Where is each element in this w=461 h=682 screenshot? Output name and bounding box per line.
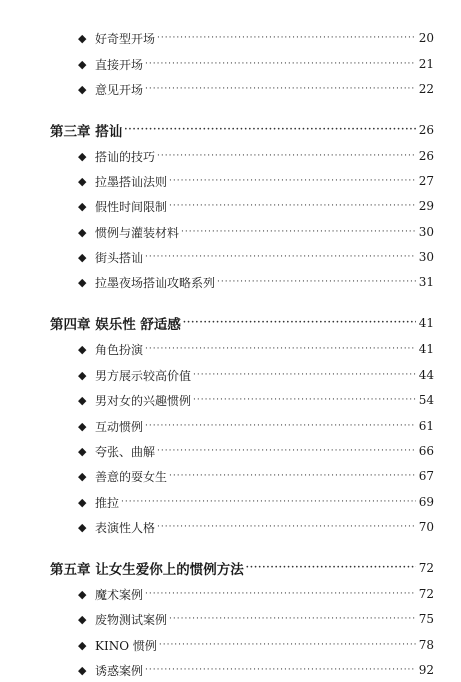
page-number: 78 bbox=[418, 638, 434, 652]
entry-title: 意见开场 bbox=[95, 82, 144, 97]
entry-title: 角色扮演 bbox=[95, 342, 144, 357]
toc-entry-row bbox=[78, 493, 434, 511]
diamond-bullet-icon: ◆ bbox=[78, 419, 87, 433]
toc-entry-row bbox=[78, 366, 434, 384]
diamond-bullet-icon: ◆ bbox=[78, 612, 87, 626]
page-number: 22 bbox=[418, 82, 434, 96]
toc-entry-row bbox=[78, 55, 434, 73]
page-number: 26 bbox=[418, 123, 434, 137]
chapter-title: 第五章 让女生爱你上的惯例方法 bbox=[50, 562, 244, 577]
page-number: 44 bbox=[418, 368, 434, 382]
toc-chapter-row bbox=[50, 559, 434, 577]
page-number: 27 bbox=[418, 174, 434, 188]
dot-leader bbox=[193, 370, 416, 380]
toc-entry-row bbox=[78, 172, 434, 190]
page-number: 67 bbox=[418, 469, 434, 483]
toc-entry-row bbox=[78, 80, 434, 98]
diamond-bullet-icon: ◆ bbox=[78, 174, 87, 188]
diamond-bullet-icon: ◆ bbox=[78, 149, 87, 163]
page-number: 21 bbox=[418, 57, 434, 71]
dot-leader bbox=[157, 33, 416, 43]
diamond-bullet-icon: ◆ bbox=[78, 393, 87, 407]
page-number: 54 bbox=[418, 393, 434, 407]
dot-leader bbox=[157, 522, 416, 532]
page-number: 72 bbox=[418, 587, 434, 601]
toc-entry-row bbox=[78, 391, 434, 409]
entry-title: 拉墨夜场搭讪攻略系列 bbox=[95, 275, 216, 290]
dot-leader bbox=[169, 471, 416, 481]
entry-title: KINO 惯例 bbox=[95, 638, 157, 653]
page-number: 61 bbox=[418, 419, 434, 433]
toc-entry-row bbox=[78, 223, 434, 241]
toc-entry-row bbox=[78, 340, 434, 358]
diamond-bullet-icon: ◆ bbox=[78, 57, 87, 71]
chapter-title: 第三章 搭讪 bbox=[50, 124, 123, 139]
diamond-bullet-icon: ◆ bbox=[78, 275, 87, 289]
toc-entry-row bbox=[78, 273, 434, 291]
toc-entry-row bbox=[78, 467, 434, 485]
dot-leader bbox=[121, 497, 416, 507]
dot-leader bbox=[183, 318, 416, 328]
diamond-bullet-icon: ◆ bbox=[78, 368, 87, 382]
entry-title: 互动惯例 bbox=[95, 419, 144, 434]
dot-leader bbox=[159, 640, 416, 650]
toc-entry-row bbox=[78, 197, 434, 215]
dot-leader bbox=[145, 589, 416, 599]
dot-leader bbox=[145, 421, 416, 431]
chapter-title: 第四章 娱乐性 舒适感 bbox=[50, 317, 181, 332]
toc-chapter-row bbox=[50, 121, 434, 139]
diamond-bullet-icon: ◆ bbox=[78, 495, 87, 509]
dot-leader bbox=[157, 151, 416, 161]
diamond-bullet-icon: ◆ bbox=[78, 638, 87, 652]
entry-title: 男方展示较高价值 bbox=[95, 368, 192, 383]
page-number: 75 bbox=[418, 612, 434, 626]
entry-title: 善意的耍女生 bbox=[95, 469, 168, 484]
entry-title: 拉墨搭讪法则 bbox=[95, 174, 168, 189]
page-number: 70 bbox=[418, 520, 434, 534]
page-number: 69 bbox=[418, 495, 434, 509]
diamond-bullet-icon: ◆ bbox=[78, 82, 87, 96]
dot-leader bbox=[124, 125, 416, 135]
entry-title: 男对女的兴趣惯例 bbox=[95, 393, 192, 408]
dot-leader bbox=[193, 395, 416, 405]
dot-leader bbox=[169, 176, 416, 186]
diamond-bullet-icon: ◆ bbox=[78, 444, 87, 458]
toc-entry-row bbox=[78, 29, 434, 47]
entry-title: 推拉 bbox=[95, 495, 120, 510]
diamond-bullet-icon: ◆ bbox=[78, 342, 87, 356]
diamond-bullet-icon: ◆ bbox=[78, 225, 87, 239]
entry-title: 废物测试案例 bbox=[95, 612, 168, 627]
page-number: 66 bbox=[418, 444, 434, 458]
diamond-bullet-icon: ◆ bbox=[78, 520, 87, 534]
dot-leader bbox=[145, 344, 416, 354]
dot-leader bbox=[169, 201, 416, 211]
page-number: 31 bbox=[418, 275, 434, 289]
page-number: 20 bbox=[418, 31, 434, 45]
diamond-bullet-icon: ◆ bbox=[78, 663, 87, 677]
entry-title: 惯例与灌装材料 bbox=[95, 225, 180, 240]
page-number: 29 bbox=[418, 199, 434, 213]
page-number: 26 bbox=[418, 149, 434, 163]
toc-chapter-row bbox=[50, 314, 434, 332]
dot-leader bbox=[145, 665, 416, 675]
dot-leader bbox=[157, 446, 416, 456]
entry-title: 夸张、曲解 bbox=[95, 444, 156, 459]
toc-entry-row bbox=[78, 518, 434, 536]
page-number: 41 bbox=[418, 342, 434, 356]
diamond-bullet-icon: ◆ bbox=[78, 31, 87, 45]
diamond-bullet-icon: ◆ bbox=[78, 250, 87, 264]
page-number: 41 bbox=[418, 316, 434, 330]
entry-title: 好奇型开场 bbox=[95, 31, 156, 46]
dot-leader bbox=[145, 59, 416, 69]
page-number: 92 bbox=[418, 663, 434, 677]
toc-entry-row bbox=[78, 417, 434, 435]
toc-entry-row bbox=[78, 248, 434, 266]
entry-title: 诱惑案例 bbox=[95, 663, 144, 678]
diamond-bullet-icon: ◆ bbox=[78, 587, 87, 601]
entry-title: 表演性人格 bbox=[95, 520, 156, 535]
page-number: 72 bbox=[418, 561, 434, 575]
toc-entry-row bbox=[78, 661, 434, 679]
dot-leader bbox=[246, 563, 416, 573]
entry-title: 假性时间限制 bbox=[95, 199, 168, 214]
entry-title: 直接开场 bbox=[95, 57, 144, 72]
toc-entry-row bbox=[78, 147, 434, 165]
toc-entry-row bbox=[78, 442, 434, 460]
page-number: 30 bbox=[418, 250, 434, 264]
page-number: 30 bbox=[418, 225, 434, 239]
toc-entry-row bbox=[78, 636, 434, 654]
toc-entry-row bbox=[78, 585, 434, 603]
diamond-bullet-icon: ◆ bbox=[78, 199, 87, 213]
dot-leader bbox=[169, 614, 416, 624]
entry-title: 街头搭讪 bbox=[95, 250, 144, 265]
diamond-bullet-icon: ◆ bbox=[78, 469, 87, 483]
entry-title: 搭讪的技巧 bbox=[95, 149, 156, 164]
dot-leader bbox=[145, 84, 416, 94]
dot-leader bbox=[181, 227, 416, 237]
entry-title: 魔术案例 bbox=[95, 587, 144, 602]
toc-entry-row bbox=[78, 610, 434, 628]
dot-leader bbox=[217, 277, 416, 287]
dot-leader bbox=[145, 252, 416, 262]
